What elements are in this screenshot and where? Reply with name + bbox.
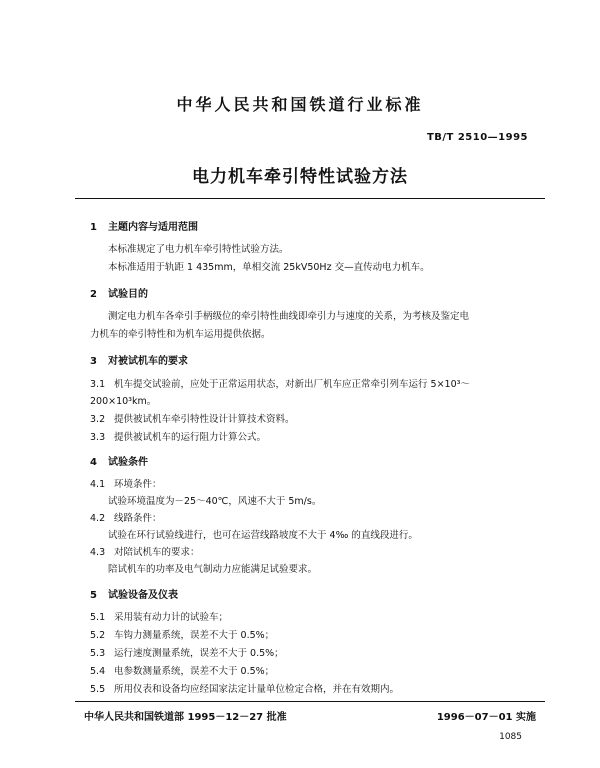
- page-number: 1085: [499, 732, 522, 742]
- clause-4-2: 4.2 线路条件：: [90, 513, 162, 524]
- section-1-para-1: 本标准规定了电力机车牵引特性试验方法。: [108, 244, 289, 255]
- section-4-heading: 4 试验条件: [90, 457, 148, 468]
- section-2-para-2: 力机车的牵引特性和为机车运用提供依据。: [90, 329, 271, 340]
- section-1-heading: 1 主题内容与适用范围: [90, 222, 198, 233]
- clause-3-3: 3.3 提供被试机车的运行阻力计算公式。: [90, 432, 267, 443]
- standard-number: TB/T 2510—1995: [426, 132, 528, 143]
- org-title: 中华人民共和国铁道行业标准: [176, 95, 424, 114]
- clause-4-2-detail: 试验在环行试验线进行，也可在运营线路坡度不大于 4‰ 的直线段进行。: [108, 530, 418, 541]
- section-1-para-2: 本标准适用于轨距 1 435mm，单相交流 25kV50Hz 交—直传动电力机车。: [108, 262, 430, 273]
- effective-date: 1996－07－01 实施: [436, 712, 536, 723]
- clause-4-3: 4.3 对陪试机车的要求：: [90, 547, 200, 558]
- section-3-heading: 3 对被试机车的要求: [90, 356, 188, 367]
- footer-divider: [75, 701, 545, 702]
- clause-3-1-continued: 200×10³km。: [90, 396, 157, 407]
- clause-5-3: 5.3 运行速度测量系统，误差不大于 0.5%；: [90, 648, 284, 659]
- title-divider: [75, 198, 545, 199]
- clause-5-2: 5.2 车钩力测量系统，误差不大于 0.5%；: [90, 630, 275, 641]
- clause-3-1: 3.1 机车提交试验前，应处于正常运用状态，对新出厂机车应正常牵引列车运行 5×10³～: [90, 379, 470, 390]
- section-5-heading: 5 试验设备及仪表: [90, 590, 178, 601]
- clause-4-3-detail: 陪试机车的功率及电气制动力应能满足试验要求。: [108, 564, 318, 575]
- clause-5-1: 5.1 采用装有动力计的试验车；: [90, 612, 229, 623]
- clause-4-1-detail: 试验环境温度为－25～40℃，风速不大于 5m/s。: [108, 496, 322, 507]
- clause-3-2: 3.2 提供被试机车牵引特性设计计算技术资料。: [90, 414, 295, 425]
- document-title: 电力机车牵引特性试验方法: [192, 167, 408, 187]
- clause-5-4: 5.4 电参数测量系统，误差不大于 0.5%；: [90, 666, 275, 677]
- clause-4-1: 4.1 环境条件：: [90, 479, 162, 490]
- section-2-para-1: 测定电力机车各牵引手柄级位的牵引特性曲线即牵引力与速度的关系，为考核及鉴定电: [108, 311, 470, 322]
- approval-line: 中华人民共和国铁道部 1995－12－27 批准: [84, 712, 287, 723]
- clause-5-5: 5.5 所用仪表和设备均应经国家法定计量单位检定合格，并在有效期内。: [90, 684, 400, 695]
- section-2-heading: 2 试验目的: [90, 289, 148, 300]
